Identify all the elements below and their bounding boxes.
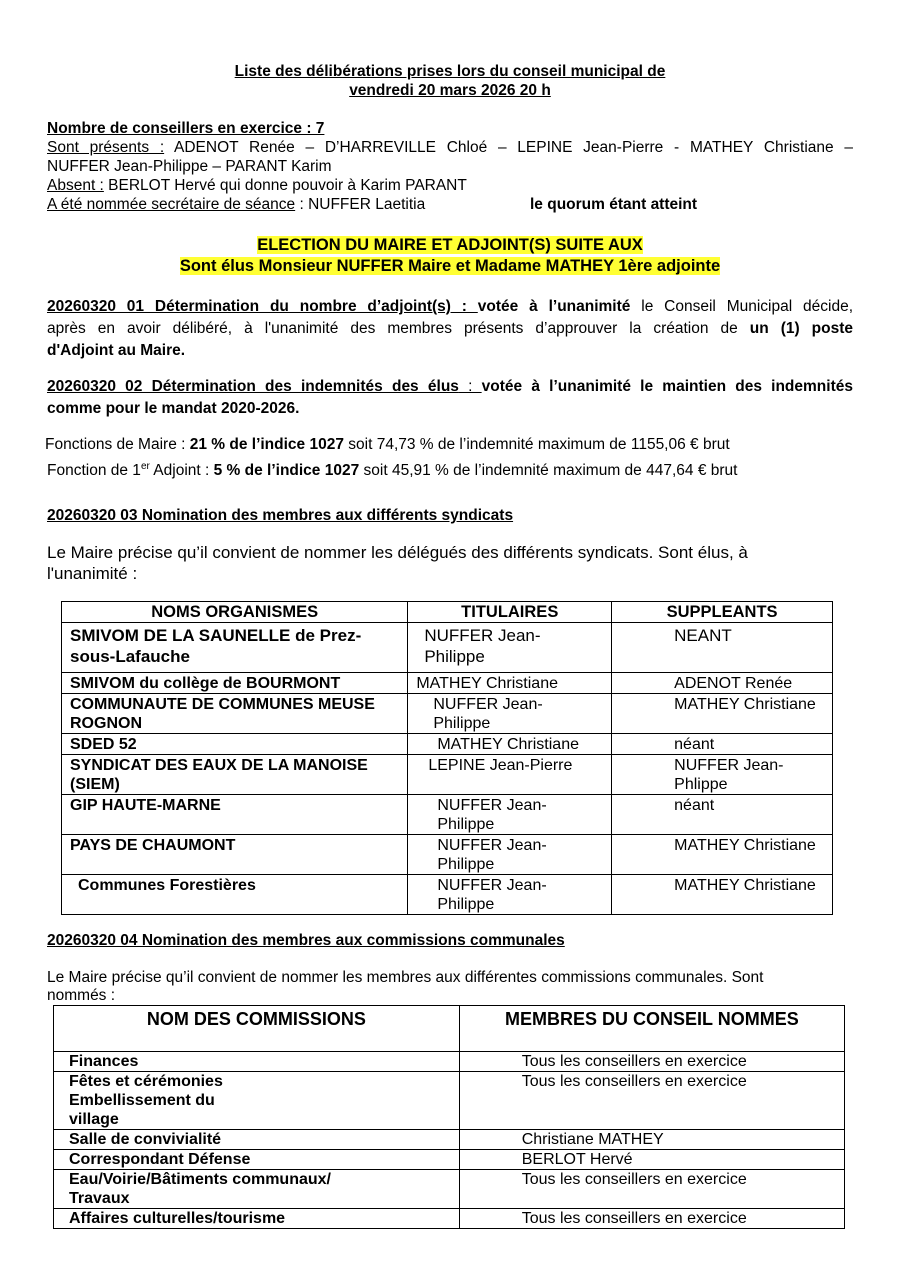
suppleant-cell: MATHEY Christiane: [612, 875, 833, 915]
membres-cell: Tous les conseillers en exercice: [459, 1052, 844, 1072]
suppleant-cell: NEANT: [612, 623, 833, 673]
absent-line: [47, 176, 467, 195]
table-row: [54, 1052, 845, 1072]
delib01-line-1: [47, 296, 853, 318]
commissions-table: [53, 1005, 845, 1229]
election-line-2: Sont élus Monsieur NUFFER Maire et Madame MATHEY 1ère adjointe: [179, 257, 721, 275]
table-row: [62, 623, 833, 673]
councillor-count: Nombre de conseillers en exercice : 7: [47, 120, 325, 137]
suppleant-cell: MATHEY Christiane: [612, 694, 833, 734]
delib01-text2: après en avoir délibéré, à l'unanimité des membres présents d’approuver la création de: [47, 320, 738, 337]
delib03-title: 20260320 03 Nomination des membres aux différents syndicats: [47, 507, 514, 524]
header-titulaires: TITULAIRES: [408, 602, 612, 623]
delib04-intro: [47, 969, 877, 1005]
commission-cell: Finances: [54, 1052, 460, 1072]
table-row: [54, 1130, 845, 1150]
titulaire-cell: MATHEY Christiane: [408, 673, 612, 694]
organisme-cell: Communes Forestières: [62, 875, 408, 915]
delib01-line-2: [47, 318, 853, 340]
suppleant-cell: NUFFER Jean-Phlippe: [612, 755, 833, 795]
delib02-paragraph: [47, 376, 853, 420]
table-row: [62, 835, 833, 875]
delib01-text1: le Conseil Municipal décide,: [630, 298, 853, 315]
table-row: [62, 673, 833, 694]
present-names-1: ADENOT Renée – D’HARREVILLE Chloé – LEPINE Jean-Pierre - MATHEY Christiane –: [164, 139, 853, 156]
adjoint-label-a: Fonction de 1: [47, 462, 141, 480]
suppleant-cell: néant: [612, 795, 833, 835]
header-membres: MEMBRES DU CONSEIL NOMMES: [459, 1006, 844, 1052]
delib02-vote-1: votée à l’unanimité le maintien des indemnités: [481, 378, 853, 395]
secretary-label: A été nommée secrétaire de séance: [47, 196, 296, 213]
table-row: [54, 1209, 845, 1229]
delib04-intro-1: Le Maire précise qu’il convient de nommer les membres aux différentes commissions communales. Sont: [47, 969, 764, 986]
election-line-1: ELECTION DU MAIRE ET ADJOINT(S) SUITE AUX: [257, 236, 643, 254]
suppleant-cell: ADENOT Renée: [612, 673, 833, 694]
titulaire-cell: LEPINE Jean-Pierre: [408, 755, 612, 795]
titulaire-cell: NUFFER Jean-Philippe: [408, 835, 612, 875]
commission-cell: Fêtes et cérémonies Embellissement du village: [54, 1072, 460, 1130]
table-row: [62, 875, 833, 915]
delib02-title: 20260320 02 Détermination des indemnités des élus: [47, 378, 459, 395]
delib01-paragraph: [47, 296, 853, 362]
organisme-cell: SDED 52: [62, 734, 408, 755]
delib02-line-1: [47, 376, 853, 398]
titulaire-cell: NUFFER Jean-Philippe: [408, 875, 612, 915]
titulaire-cell: MATHEY Christiane: [408, 734, 612, 755]
organisme-cell: SMIVOM du collège de BOURMONT: [62, 673, 408, 694]
delib03-intro: [47, 542, 748, 584]
table-row: [54, 1150, 845, 1170]
membres-cell: Tous les conseillers en exercice: [459, 1072, 844, 1130]
suppleant-cell: MATHEY Christiane: [612, 835, 833, 875]
table-row: [54, 1072, 845, 1130]
header-suppleants: SUPPLEANTS: [612, 602, 833, 623]
adjoint-label-b: Adjoint :: [149, 462, 214, 480]
membres-cell: Tous les conseillers en exercice: [459, 1209, 844, 1229]
titulaire-cell: NUFFER Jean-Philippe: [408, 694, 612, 734]
delib01-title: 20260320 01 Détermination du nombre d’adjoint(s) :: [47, 298, 478, 315]
adjoint-sup: er: [140, 461, 150, 472]
absent-label: Absent :: [47, 177, 104, 194]
delib03-intro-2: l'unanimité :: [47, 564, 138, 583]
absent-text: BERLOT Hervé qui donne pouvoir à Karim PARANT: [103, 177, 467, 194]
membres-cell: BERLOT Hervé: [459, 1150, 844, 1170]
document-title: [0, 62, 900, 100]
syndicats-header-row: [62, 602, 833, 623]
header-organismes: NOMS ORGANISMES: [62, 602, 408, 623]
delib01-bold2: d'Adjoint au Maire.: [47, 342, 186, 359]
election-heading: [0, 235, 900, 277]
commission-cell: Eau/Voirie/Bâtiments communaux/ Travaux: [54, 1170, 460, 1209]
delib02-vote-2: comme pour le mandat 2020-2026.: [47, 400, 300, 417]
commission-cell: Salle de convivialité: [54, 1130, 460, 1150]
secretary-text: : NUFFER Laetitia: [295, 196, 426, 213]
maire-rest: soit 74,73 % de l’indemnité maximum de 1155,06 € brut: [343, 436, 730, 453]
delib04-intro-2: nommés :: [47, 987, 116, 1004]
suppleant-cell: néant: [612, 734, 833, 755]
present-names-2: NUFFER Jean-Philippe – PARANT Karim: [47, 158, 332, 175]
maire-label: Fonctions de Maire :: [45, 436, 190, 453]
present-label: Sont présents :: [47, 139, 165, 156]
commissions-header-row: [54, 1006, 845, 1052]
delib04-title: 20260320 04 Nomination des membres aux commissions communales: [47, 932, 565, 949]
commission-cell: Correspondant Défense: [54, 1150, 460, 1170]
adjoint-rest: soit 45,91 % de l’indemnité maximum de 447,64 € brut: [359, 462, 738, 480]
maire-indemnity: [45, 435, 730, 455]
table-row: [62, 694, 833, 734]
title-line-2: vendredi 20 mars 2026 20 h: [349, 82, 551, 99]
membres-cell: Christiane MATHEY: [459, 1130, 844, 1150]
adjoint-indemnity: [47, 457, 737, 481]
titulaire-cell: NUFFER Jean-Philippe: [408, 623, 612, 673]
table-row: [62, 734, 833, 755]
delib01-vote: votée à l’unanimité: [477, 298, 631, 315]
table-row: [62, 755, 833, 795]
adjoint-bold: 5 % de l’indice 1027: [213, 462, 360, 480]
maire-bold: 21 % de l’indice 1027: [189, 436, 344, 453]
quorum-text: le quorum étant atteint: [530, 196, 698, 213]
syndicats-table: [61, 601, 833, 915]
delib02-colon: :: [458, 378, 482, 395]
delib03-intro-1: Le Maire précise qu’il convient de nommer les délégués des différents syndicats. Sont élus, à: [47, 543, 748, 562]
titulaire-cell: NUFFER Jean-Philippe: [408, 795, 612, 835]
table-row: [62, 795, 833, 835]
header-commissions: NOM DES COMMISSIONS: [54, 1006, 460, 1052]
organisme-cell: GIP HAUTE-MARNE: [62, 795, 408, 835]
delib01-bold1: un (1) poste: [737, 320, 853, 337]
membres-cell: Tous les conseillers en exercice: [459, 1170, 844, 1209]
present-line-1: [47, 138, 853, 157]
organisme-cell: PAYS DE CHAUMONT: [62, 835, 408, 875]
organisme-cell: SYNDICAT DES EAUX DE LA MANOISE (SIEM): [62, 755, 408, 795]
commission-cell: Affaires culturelles/tourisme: [54, 1209, 460, 1229]
secretary-line: [47, 195, 425, 214]
organisme-cell: SMIVOM DE LA SAUNELLE de Prez-sous-Lafauche: [62, 623, 408, 673]
organisme-cell: COMMUNAUTE DE COMMUNES MEUSE ROGNON: [62, 694, 408, 734]
table-row: [54, 1170, 845, 1209]
title-line-1: Liste des délibérations prises lors du conseil municipal de: [234, 63, 666, 80]
